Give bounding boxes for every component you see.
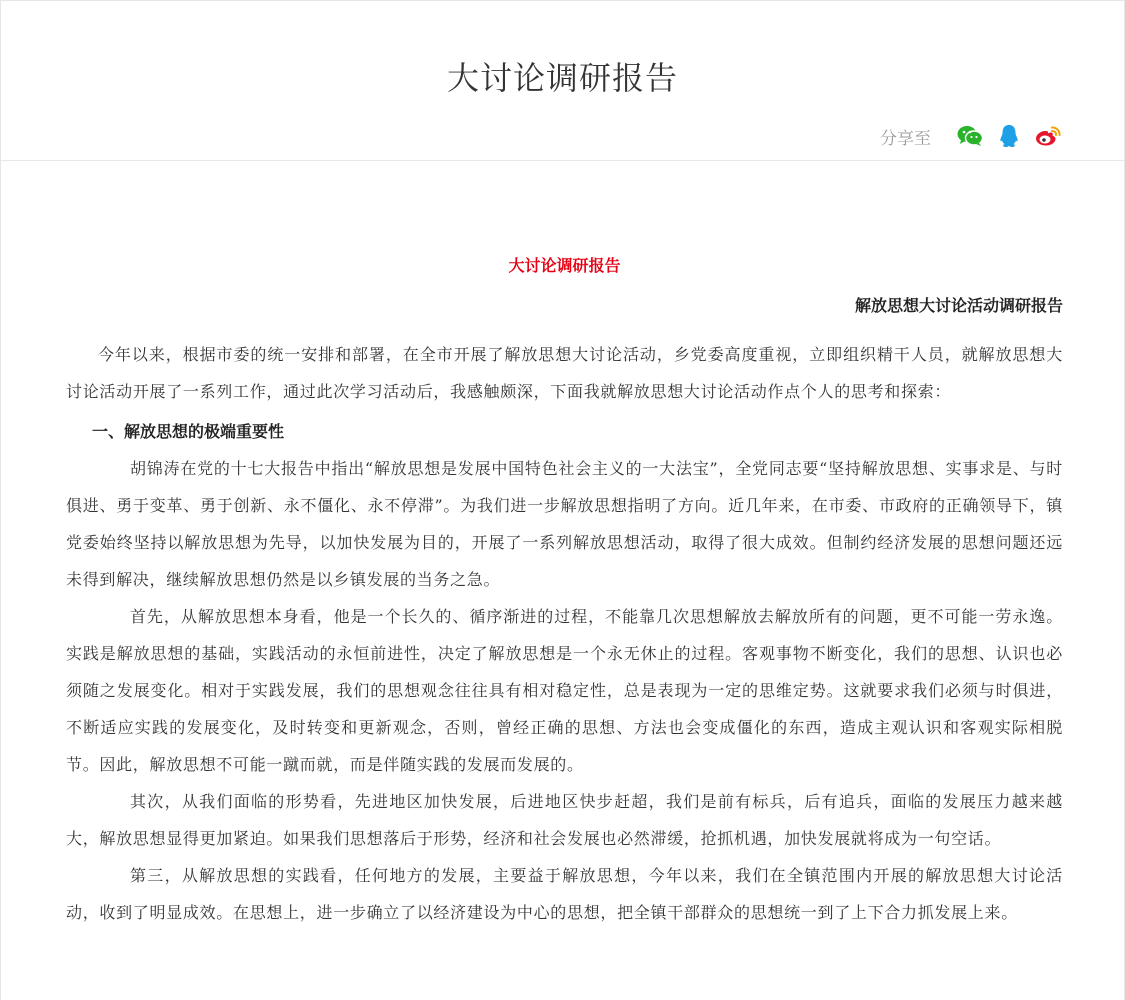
body-paragraph-4: 第三，从解放思想的实践看，任何地方的发展，主要益于解放思想，今年以来，我们在全镇范围内开展的解放思想大讨论活动，收到了明显成效。在思想上，进一步确立了以经济建设为中心的思想，把全镇干部群众的思想统一到了上下合力抓发展上来。 (66, 866, 1063, 922)
body-paragraph-2: 首先，从解放思想本身看，他是一个长久的、循序渐进的过程，不能靠几次思想解放去解放所有的问题，更不可能一劳永逸。实践是解放思想的基础，实践活动的永恒前进性，决定了解放思想是一个永无休止的过程。客观事物不断变化，我们的思想、认识也必须随之发展变化。相对于实践发展，我们的思想观念往往具有相对稳定性，总是表现为一定的思维定势。这就要求我们必须与时俱进，不断适应实践的发展变化，及时转变和更新观念，否则，曾经正确的思想、方法也会变成僵化的东西，造成主观认识和客观实际相脱节。因此，解放思想不可能一蹴而就，而是伴随实践的发展而发展的。 (66, 607, 1063, 774)
wechat-icon[interactable] (956, 122, 984, 150)
document-subtitle: 解放思想大讨论活动调研报告 (854, 296, 1063, 315)
article-body (66, 161, 1063, 931)
page-title: 大讨论调研报告 (446, 59, 678, 97)
share-label: 分享至 (880, 128, 931, 149)
share-bar (880, 122, 1062, 150)
intro-paragraph: 今年以来，根据市委的统一安排和部署，在全市开展了解放思想大讨论活动，乡党委高度重视，立即组织精干人员，就解放思想大讨论活动开展了一系列工作，通过此次学习活动后，我感触颇深，下面我就解放思想大讨论活动作点个人的思考和探索： (66, 345, 1063, 401)
section-heading: 一、解放思想的极端重要性 (92, 422, 285, 441)
weibo-icon[interactable] (1034, 122, 1062, 150)
document-title: 大讨论调研报告 (508, 256, 621, 275)
qq-icon[interactable] (995, 122, 1023, 150)
body-paragraph-3: 其次，从我们面临的形势看，先进地区加快发展，后进地区快步赶超，我们是前有标兵，后有追兵，面临的发展压力越来越大，解放思想显得更加紧迫。如果我们思想落后于形势，经济和社会发展也必然滞缓，抢抓机遇，加快发展就将成为一句空话。 (66, 792, 1063, 848)
page-header (1, 1, 1124, 161)
body-paragraph-1: 胡锦涛在党的十七大报告中指出“解放思想是发展中国特色社会主义的一大法宝”，全党同志要“坚持解放思想、实事求是、与时俱进、勇于变革、勇于创新、永不僵化、永不停滞”。为我们进一步解放思想指明了方向。近几年来，在市委、市政府的正确领导下，镇党委始终坚持以解放思想为先导，以加快发展为目的，开展了一系列解放思想活动，取得了很大成效。但制约经济发展的思想问题还远未得到解决，继续解放思想仍然是以乡镇发展的当务之急。 (66, 459, 1063, 589)
